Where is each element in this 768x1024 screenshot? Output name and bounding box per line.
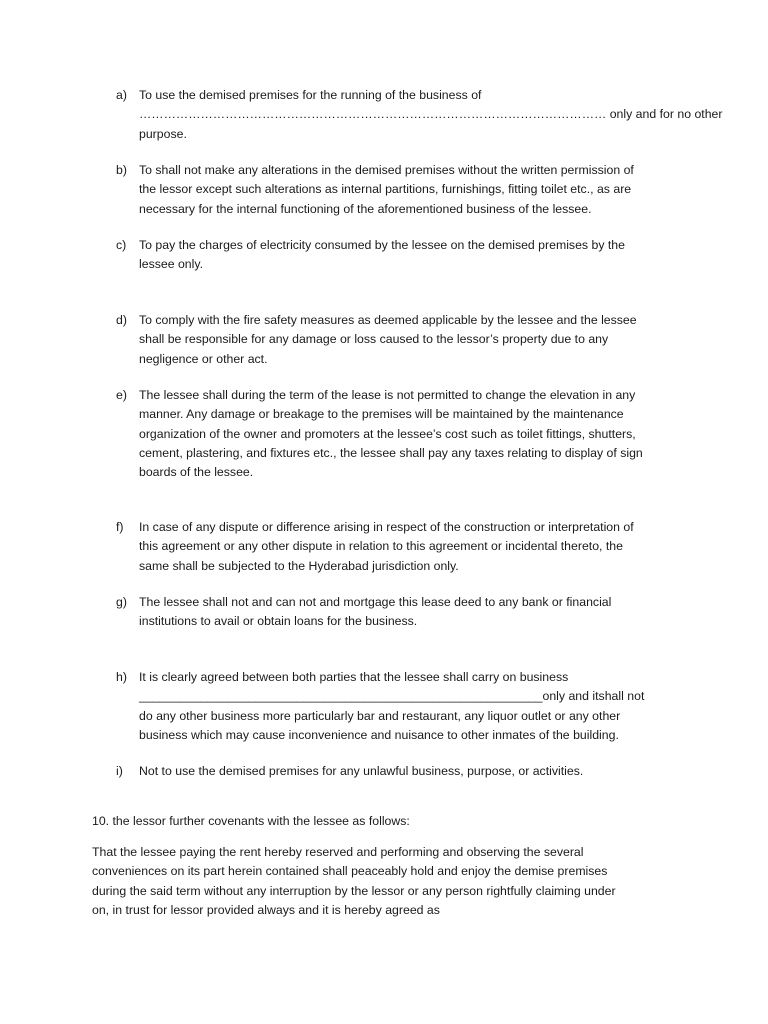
clause-line: The lessee shall during the term of the lease is not permitted to change the elevation in any bbox=[139, 388, 636, 402]
clause-line: necessary for the internal functioning of the aforementioned business of the lessee. bbox=[139, 201, 592, 216]
clause-line: It is clearly agreed between both parties that the lessee shall carry on business bbox=[139, 670, 569, 684]
clause-line: To use the demised premises for the running of the business of bbox=[139, 88, 482, 102]
clause-text bbox=[139, 762, 679, 781]
closing-paragraph bbox=[92, 843, 692, 920]
clause-line: …………………………………………………………………………………………………… only and for no other bbox=[139, 107, 723, 122]
clause-text bbox=[139, 593, 679, 632]
clause-line: business which may cause inconvenience and nuisance to other inmates of the building. bbox=[139, 727, 619, 742]
clause-marker: g) bbox=[116, 595, 127, 609]
clause-line: do any other business more particularly bar and restaurant, any liquor outlet or any other bbox=[139, 708, 621, 723]
clause-line: Not to use the demised premises for any unlawful business, purpose, or activities. bbox=[139, 764, 584, 778]
clause-line: To shall not make any alterations in the demised premises without the written permission of bbox=[139, 163, 634, 177]
clause-line: To comply with the fire safety measures as deemed applicable by the lessee and the lessee bbox=[139, 313, 637, 327]
clause-text bbox=[139, 161, 679, 219]
clause-marker: h) bbox=[116, 670, 127, 684]
paragraph-line: That the lessee paying the rent hereby reserved and performing and observing the several bbox=[92, 845, 584, 859]
clause-line: same shall be subjected to the Hyderabad jurisdiction only. bbox=[139, 558, 459, 573]
clause-line: this agreement or any other dispute in relation to this agreement or incidental thereto, the bbox=[139, 539, 623, 554]
clause-text bbox=[139, 86, 723, 144]
section-heading: 10. the lessor further covenants with the lessee as follows: bbox=[92, 814, 410, 828]
clause-marker: a) bbox=[116, 88, 127, 102]
clause-text bbox=[139, 386, 679, 482]
clause-marker: d) bbox=[116, 313, 127, 327]
clause-line: negligence or other act. bbox=[139, 351, 268, 366]
clause-line: cement, plastering, and fixtures etc., the lessee shall pay any taxes relating to display of sign bbox=[139, 445, 643, 460]
clause-line: boards of the lessee. bbox=[139, 465, 254, 480]
clause-line: shall be responsible for any damage or loss caused to the lessor’s property due to any bbox=[139, 332, 609, 347]
clause-line: To pay the charges of electricity consumed by the lessee on the demised premises by the bbox=[139, 238, 625, 252]
clause-line: organization of the owner and promoters at the lessee’s cost such as toilet fittings, shutters, bbox=[139, 426, 636, 441]
clause-line: the lessor except such alterations as internal partitions, furnishings, fitting toilet etc., as are bbox=[139, 182, 632, 197]
clause-line: manner. Any damage or breakage to the premises will be maintained by the maintenance bbox=[139, 407, 624, 422]
clause-text bbox=[139, 668, 679, 745]
clause-line: purpose. bbox=[139, 126, 187, 141]
clause-marker: i) bbox=[116, 764, 123, 778]
clause-marker: f) bbox=[116, 520, 124, 534]
clause-marker: c) bbox=[116, 238, 127, 252]
clause-line: institutions to avail or obtain loans for the business. bbox=[139, 614, 418, 629]
clause-marker: b) bbox=[116, 163, 127, 177]
clause-line: The lessee shall not and can not and mortgage this lease deed to any bank or financial bbox=[139, 595, 612, 609]
paragraph-line: during the said term without any interruption by the lessor or any person rightfully claiming under bbox=[92, 883, 616, 898]
clause-text bbox=[139, 518, 679, 576]
clause-line: In case of any dispute or difference arising in respect of the construction or interpretation of bbox=[139, 520, 634, 534]
clause-line: ___________________________________________________________only and itshall not bbox=[139, 689, 645, 704]
paragraph-line: on, in trust for lessor provided always and it is hereby agreed as bbox=[92, 902, 440, 917]
clause-text bbox=[139, 236, 679, 275]
clause-line: lessee only. bbox=[139, 257, 204, 272]
paragraph-line: conveniences on its part herein contained shall peaceably hold and enjoy the demise premises bbox=[92, 864, 608, 879]
clause-text bbox=[139, 311, 679, 369]
clause-marker: e) bbox=[116, 388, 127, 402]
